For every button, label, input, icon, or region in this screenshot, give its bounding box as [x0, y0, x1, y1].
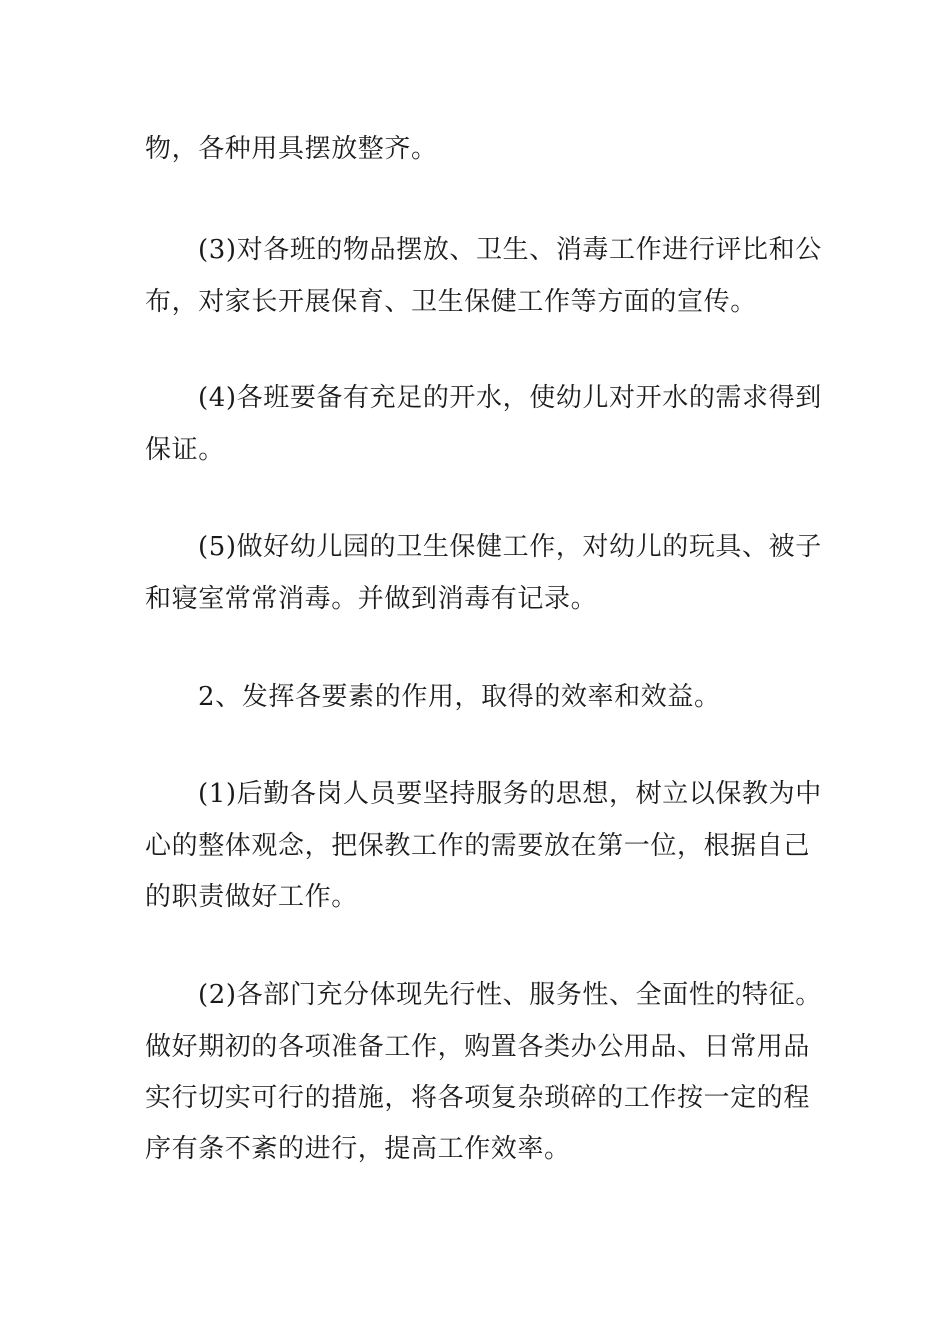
text-line: (2)各部门充分体现先行性、服务性、全面性的特征。 — [198, 980, 822, 1010]
text-line: 布，对家长开展保育、卫生保健工作等方面的宣传。 — [145, 287, 757, 317]
text-line: 保证。 — [145, 435, 225, 465]
text-line: (4)各班要备有充足的开水，使幼儿对开水的需求得到 — [198, 383, 822, 413]
text-line: (3)对各班的物品摆放、卫生、消毒工作进行评比和公 — [198, 235, 822, 265]
text-line: 序有条不紊的进行，提高工作效率。 — [145, 1134, 571, 1164]
text-line: 物，各种用具摆放整齐。 — [145, 134, 438, 164]
text-line: 的职责做好工作。 — [145, 882, 358, 912]
section-heading: 2、发挥各要素的作用，取得的效率和效益。 — [198, 682, 721, 712]
text-line: 心的整体观念，把保教工作的需要放在第一位，根据自己 — [145, 831, 811, 861]
text-line: 做好期初的各项准备工作，购置各类办公用品、日常用品 — [145, 1032, 811, 1062]
text-line: 实行切实可行的措施，将各项复杂琐碎的工作按一定的程 — [145, 1083, 811, 1113]
text-line: (1)后勤各岗人员要坚持服务的思想，树立以保教为中 — [198, 779, 822, 809]
text-line: (5)做好幼儿园的卫生保健工作，对幼儿的玩具、被子 — [198, 532, 822, 562]
text-line: 和寝室常常消毒。并做到消毒有记录。 — [145, 584, 598, 614]
